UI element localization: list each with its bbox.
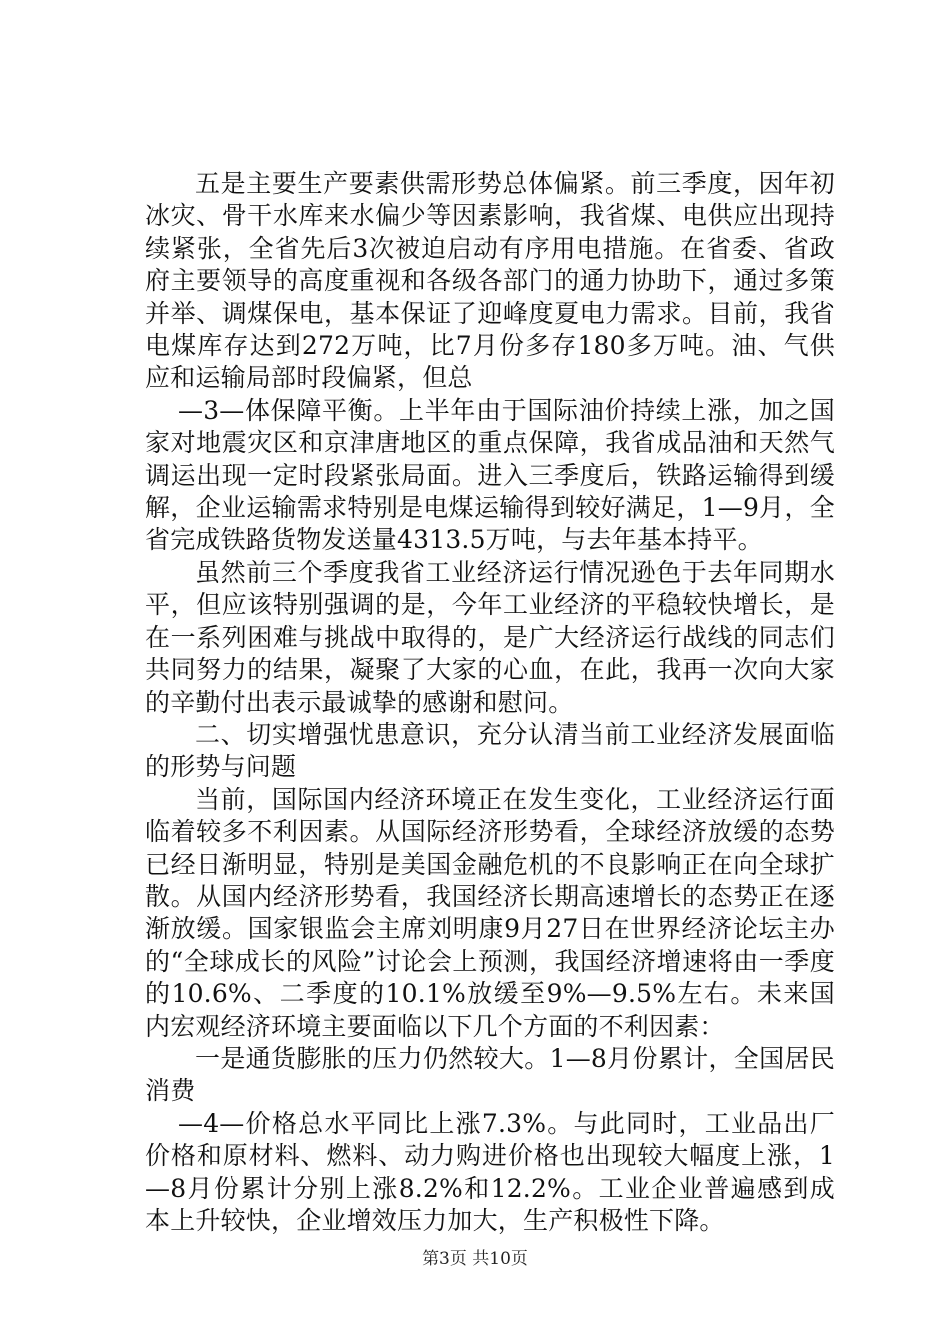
section-heading-two: 二、切实增强忧患意识，充分认清当前工业经济发展面临的形势与问题 bbox=[145, 719, 835, 782]
paragraph-supply-tension: 五是主要生产要素供需形势总体偏紧。前三季度，因年初冰灾、骨干水库来水偏少等因素影响，我省煤、电供应出现持续紧张，全省先后3次被迫启动有序用电措施。在省委、省政府主要领导的高度重视和各级各部门的通力协助下，通过多策并举、调煤保电，基本保证了迎峰度夏电力需求。目前，我省电煤库存达到272万吨，比7月份多存180多万吨。油、气供应和运输局部时段偏紧，但总 bbox=[145, 169, 835, 393]
paragraph-inflation: 一是通货膨胀的压力仍然较大。1—8月份累计，全国居民消费 bbox=[145, 1043, 835, 1106]
paragraph-economic-environment: 当前，国际国内经济环境正在发生变化，工业经济运行面临着较多不利因素。从国际经济形势看，全球经济放缓的态势已经日渐明显，特别是美国金融危机的不良影响正在向全球扩散。从国内经济形势看，我国经济长期高速增长的态势正在逐渐放缓。国家银监会主席刘明康9月27日在世界经济论坛主办的“全球成长的风险”讨论会上预测，我国经济增速将由一季度的10.6%、二季度的10.1%放缓至9%—9.5%左右。未来国内宏观经济环境主要面临以下几个方面的不利因素： bbox=[145, 784, 835, 1041]
paragraph-price-level-page4: —4—价格总水平同比上涨7.3%。与此同时，工业品出厂价格和原材料、燃料、动力购进价格也出现较大幅度上涨，1—8月份累计分别上涨8.2%和12.2%。工业企业普遍感到成本上升较快，企业增效压力加大，生产积极性下降。 bbox=[145, 1108, 835, 1235]
body-text bbox=[145, 168, 835, 1237]
page-footer: 第3页 共10页 bbox=[422, 1249, 528, 1269]
paragraph-thanks: 虽然前三个季度我省工业经济运行情况逊色于去年同期水平，但应该特别强调的是，今年工业经济的平稳较快增长，是在一系列困难与挑战中取得的，是广大经济运行战线的同志们共同努力的结果，凝聚了大家的心血，在此，我再一次向大家的辛勤付出表示最诚挚的感谢和慰问。 bbox=[145, 557, 835, 717]
paragraph-balance-page3: —3—体保障平衡。上半年由于国际油价持续上涨，加之国家对地震灾区和京津唐地区的重点保障，我省成品油和天然气调运出现一定时段紧张局面。进入三季度后，铁路运输得到缓解，企业运输需求特别是电煤运输得到较好满足，1—9月，全省完成铁路货物发送量4313.5万吨，与去年基本持平。 bbox=[145, 395, 835, 555]
